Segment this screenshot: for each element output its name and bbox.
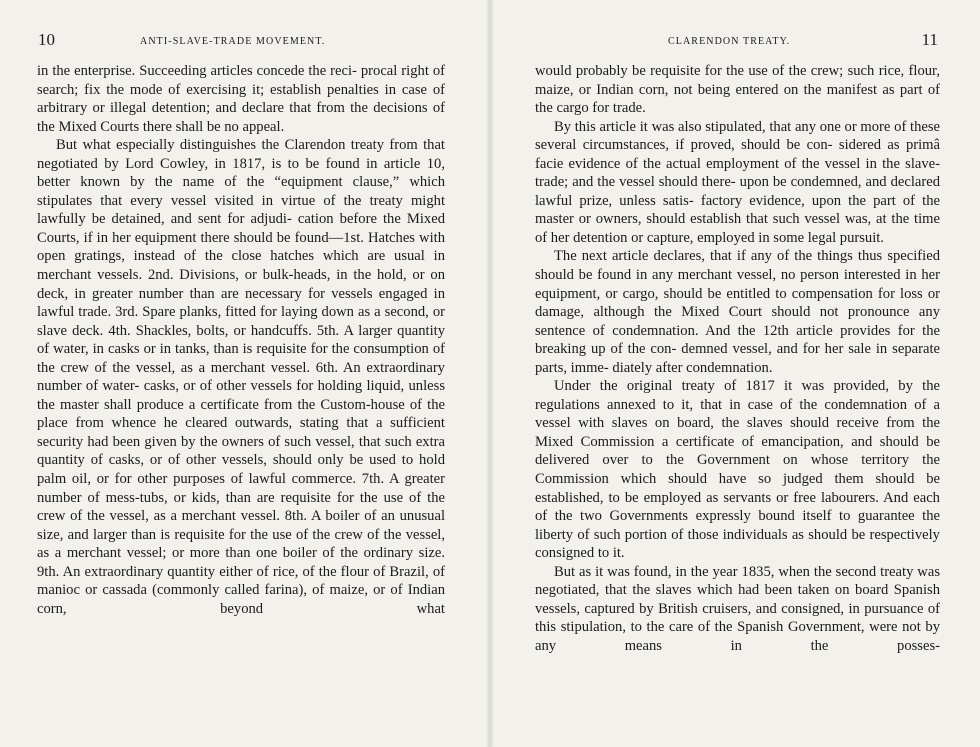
text-line: of lawful commerce. 7th. A greater number of mess-tubs, bbox=[37, 471, 445, 506]
text-line: lawful trade. 3rd. Spare planks, fitted for laying down as a bbox=[37, 304, 381, 321]
text-line: of a vessel with slaves on board, the slaves should receive bbox=[535, 396, 940, 432]
text-line: sidered as primâ facie evidence of the actual employment of bbox=[535, 137, 940, 172]
page-number: 10 bbox=[38, 30, 55, 49]
text-line: manifest as part of the cargo for trade. bbox=[535, 81, 940, 117]
text-line: 2nd. Divisions, or bulk-heads, in the hold, or on deck, in bbox=[37, 267, 445, 302]
text-line: By this article it was also stipulated, that any one or more bbox=[554, 118, 891, 135]
paragraph bbox=[37, 62, 445, 136]
text-line: and declare that from the decisions of the Mixed Courts bbox=[37, 100, 446, 135]
text-line: should only be used to hold palm oil, or for other purposes bbox=[37, 452, 445, 488]
text-line: on board Spanish vessels, captured by British cruisers, and bbox=[535, 582, 940, 617]
text-line: of the close hatches which are usual in merchant vessels. bbox=[37, 248, 446, 284]
page-number: 11 bbox=[921, 30, 938, 49]
text-line: requisite for the consumption of the crew of the vessel, as a bbox=[37, 341, 445, 376]
text-line: rice, flour, maize, or Indian corn, not being entered on the bbox=[535, 63, 940, 98]
text-line: and should be delivered over to the Government on whose bbox=[535, 433, 940, 469]
text-line: compensation for loss or damage, although the Mixed Court bbox=[535, 285, 940, 321]
text-line: from the Mixed Commission a certificate of emancipation, bbox=[535, 415, 940, 450]
text-line: casks, or of other vessels for holding liquid, unless the master bbox=[37, 378, 445, 413]
text-line: vessel, as a merchant vessel. 8th. A boiler of an unusual bbox=[109, 508, 445, 525]
running-head: ANTI-SLAVE-TRADE MOVEMENT. bbox=[140, 36, 326, 47]
text-line: should be found—1st. Hatches with open gratings, instead bbox=[37, 229, 445, 265]
text-line: those individuals as should be respectively consigned to it. bbox=[535, 526, 940, 562]
text-line: upon be condemned, and declared lawful prize, unless satis- bbox=[535, 174, 940, 209]
body-text bbox=[37, 62, 445, 618]
text-line: consigned, in pursuance of this stipulation, to the care of the bbox=[535, 600, 941, 636]
text-line: Under the original treaty of 1817 it was provided, by the bbox=[554, 378, 940, 395]
text-line: 5th. A larger quantity of water, in casks or in tanks, than is bbox=[37, 322, 445, 358]
text-line: greater number than are necessary for vessels engaged in bbox=[92, 285, 446, 302]
text-line: But what especially distinguishes the Clarendon treaty bbox=[56, 137, 385, 154]
text-line: diately after condemnation. bbox=[612, 359, 773, 376]
paragraph bbox=[535, 377, 940, 562]
text-line: or kids, than are requisite for the use of the crew of the bbox=[37, 489, 445, 525]
text-line: sufficient security had been given by the owners of such bbox=[37, 415, 445, 450]
paragraph bbox=[535, 247, 940, 377]
text-line: the ordinary size. 9th. An extraordinary quantity either of bbox=[37, 545, 445, 580]
text-line: The next article declares, that if any of the things thus bbox=[554, 248, 883, 265]
text-line: place from whence he cleared outwards, stating that a bbox=[37, 415, 383, 432]
text-line: clause,” which stipulates that every vessel visited in virtue of bbox=[37, 174, 445, 209]
text-line: Spanish Government, were not by any means in the posses- bbox=[535, 619, 940, 654]
text-line: called farina), of maize, or of Indian corn, beyond what bbox=[37, 582, 445, 617]
text-line: of these several circumstances, if proved, should be con- bbox=[535, 118, 941, 154]
text-line: size, and larger than is requisite for the use of the crew of bbox=[37, 526, 380, 543]
text-line: demned vessel, and for her sale in separate parts, imme- bbox=[535, 341, 940, 376]
text-line: treaty was negotiated, that the slaves which had been taken bbox=[535, 563, 940, 599]
text-line: factory evidence, upon the part of the master or owners, bbox=[535, 192, 940, 228]
text-line: in article 10, better known by the name of the “equipment bbox=[37, 155, 445, 191]
text-line: detention or capture, employed in some legal pursuit. bbox=[573, 229, 884, 246]
text-line: second, or slave deck. 4th. Shackles, bolts, or handcuffs. bbox=[37, 304, 445, 339]
text-line: should be established, to be employed as servants or free bbox=[535, 471, 940, 506]
text-line: should establish that such vessel was, at the time of her bbox=[535, 211, 940, 246]
text-line: would probably be requisite for the use of the crew; such bbox=[535, 63, 875, 79]
running-head: CLARENDON TREATY. bbox=[668, 36, 791, 47]
text-line: there shall be no appeal. bbox=[142, 118, 285, 135]
text-line: labourers. And each of the two Governments expressly bbox=[535, 489, 940, 525]
body-text bbox=[535, 62, 940, 656]
text-line: specified should be found in any merchant vessel, no person bbox=[535, 248, 940, 284]
text-line: should not pronounce any sentence of condemnation. And bbox=[535, 304, 940, 339]
text-line: the treaty might lawfully be detained, and sent for adjudi- bbox=[37, 192, 445, 228]
text-line: cation before the Mixed Courts, if in her equipment there bbox=[37, 211, 445, 246]
paragraph bbox=[535, 563, 940, 656]
paragraph bbox=[535, 118, 940, 248]
paragraph bbox=[535, 62, 940, 118]
text-line: vessel, that such extra quantity of casks, or of other vessels, bbox=[37, 433, 445, 469]
text-line: territory the Commission which should have so judged them bbox=[535, 452, 941, 488]
text-line: the 12th article provides for the breaking up of the con- bbox=[535, 322, 940, 358]
text-line: regulations annexed to it, that in case of the condemnation bbox=[535, 396, 908, 413]
text-line: merchant vessel. 6th. An extraordinary number of water- bbox=[37, 359, 445, 395]
text-line: the vessel in the slave-trade; and the vessel should there- bbox=[535, 155, 940, 191]
right-page bbox=[490, 0, 980, 747]
paragraph bbox=[37, 136, 445, 618]
text-line: establish penalties in case of arbitrary or illegal detention; bbox=[37, 81, 446, 117]
text-line: shall produce a certificate from the Custom-house of the bbox=[104, 396, 445, 413]
text-line: interested in her equipment, or cargo, should be entitled to bbox=[535, 267, 940, 302]
text-line: rice, of the flour of Brazil, of manioc or cassada (commonly bbox=[37, 563, 445, 599]
text-line: But as it was found, in the year 1835, when the second bbox=[554, 563, 877, 580]
text-line: the vessel, as a merchant vessel; or more than one boiler of bbox=[37, 526, 446, 562]
text-line: procal right of search; fix the mode of exercising it; bbox=[37, 63, 445, 98]
text-line: bound itself to guarantee the liberty of such portion of bbox=[535, 508, 941, 543]
text-line: from that negotiated by Lord Cowley, in 1817, is to be found bbox=[37, 137, 445, 172]
text-line: in the enterprise. Succeeding articles concede the reci- bbox=[37, 63, 357, 79]
